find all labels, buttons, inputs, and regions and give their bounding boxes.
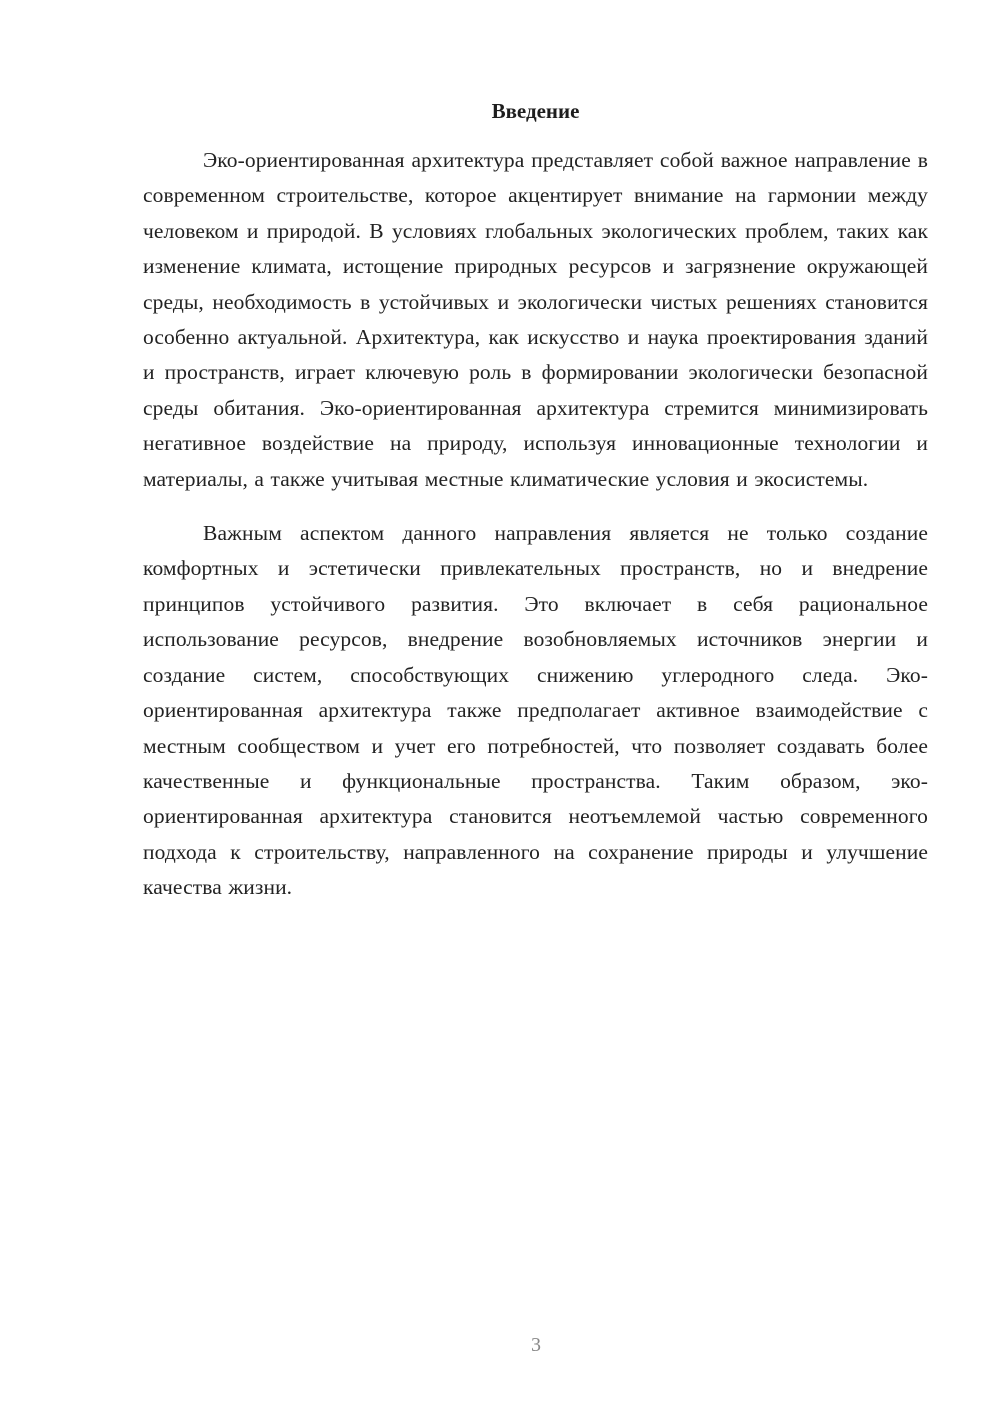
page-content xyxy=(143,95,928,906)
body-paragraph: Эко-ориентированная архитектура представляет собой важное направление в современном строительстве, которое акцентирует внимание на гармонии между человеком и природой. В условиях глобальных экологических проблем, таких как изменение климата, истощение природных ресурсов и загрязнение окружающей среды, необходимость в устойчивых и экологически чистых решениях становится особенно актуальной. Архитектура, как искусство и наука проектирования зданий и пространств, играет ключевую роль в формировании экологически безопасной среды обитания. Эко-ориентированная архитектура стремится минимизировать негативное воздействие на природу, используя инновационные технологии и материалы, а также учитывая местные климатические условия и экосистемы. xyxy=(143,148,928,491)
body-paragraph: Важным аспектом данного направления является не только создание комфортных и эстетически привлекательных пространств, но и внедрение принципов устойчивого развития. Это включает в себя рациональное использование ресурсов, внедрение возобновляемых источников энергии и создание систем, способствующих снижению углеродного следа. Эко-ориентированная архитектура также предполагает активное взаимодействие с местным сообществом и учет его потребностей, что позволяет создавать более качественные и функциональные пространства. Таким образом, эко-ориентированная архитектура становится неотъемлемой частью современного подхода к строительству, направленного на сохранение природы и улучшение качества жизни. xyxy=(143,521,928,900)
page-number: 3 xyxy=(531,1334,541,1356)
section-title: Введение xyxy=(491,99,580,123)
